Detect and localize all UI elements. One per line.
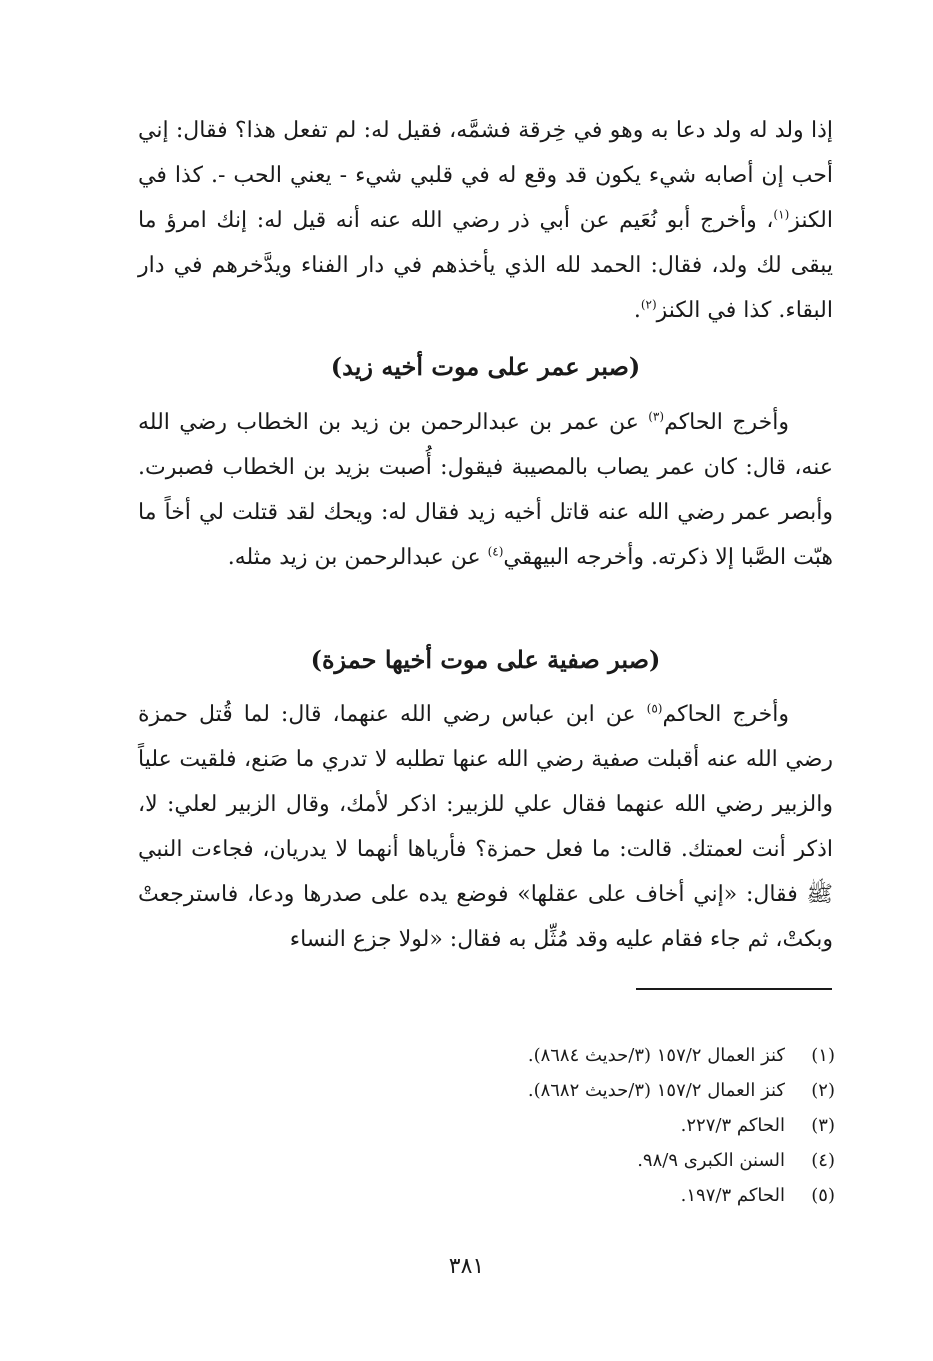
footnote-text: السنن الكبرى ٩٨/٩.	[637, 1150, 785, 1171]
footnote-text: كنز العمال ١٥٧/٢ (٣/حديث ٨٦٨٢).	[527, 1080, 785, 1101]
footnote-ref-5[interactable]: (٥)	[646, 701, 663, 716]
paragraph-1-text-a: إذا ولد له ولد دعا به وهو في خِرقة فشمَّه، فقيل له: لم تفعل هذا؟ فقال: إني أحب إن أصابه شيء يكون قد وقع له في قلبي شيء - يعني الحب -. كذا في الكنز	[138, 118, 833, 233]
section-heading-safiyya: (صبر صفية على موت أخيها حمزة)	[310, 645, 661, 674]
paragraph-2	[138, 400, 833, 580]
footnote-4	[528, 1143, 835, 1178]
footnote-number: (٣)	[811, 1115, 835, 1136]
footnote-1	[528, 1038, 835, 1073]
footnote-separator	[636, 988, 832, 990]
footnote-number: (١)	[811, 1045, 835, 1066]
footnote-ref-4[interactable]: (٤)	[487, 544, 504, 559]
paragraph-1-end: .	[633, 298, 641, 323]
footnote-text: الحاكم ٢٢٧/٣.	[680, 1115, 785, 1136]
footnote-text: كنز العمال ١٥٧/٢ (٣/حديث ٨٦٨٤).	[527, 1045, 785, 1066]
paragraph-2-text-a: وأخرج الحاكم	[664, 410, 789, 435]
paragraph-2-text-b: عن عمر بن عبدالرحمن بن زيد بن الخطاب رضي الله عنه، قال: كان عمر يصاب بالمصيبة فيقول: أُصبت بزيد بن الخطاب فصبرت. وأبصر عمر رضي الله عنه قاتل أخيه زيد فقال له: ويحك لقد قتلت لي أخاً ما هبّت الصَّبا إلا ذكرته. وأخرجه البيهقي	[138, 410, 834, 570]
footnote-number: (٢)	[811, 1080, 835, 1101]
paragraph-3	[138, 692, 833, 962]
footnotes-list	[528, 1038, 835, 1213]
footnote-ref-3[interactable]: (٣)	[648, 409, 665, 424]
page-number: ٣٨١	[448, 1254, 485, 1279]
footnote-text: الحاكم ١٩٧/٣.	[680, 1185, 785, 1206]
footnote-3	[528, 1108, 835, 1143]
paragraph-1	[138, 108, 833, 333]
paragraph-2-text-c: عن عبدالرحمن بن زيد مثله.	[227, 545, 488, 570]
paragraph-1-text-b: ، وأخرج أبو نُعَيم عن أبي ذر رضي الله عنه أنه قيل له: إنك امرؤ ما يبقى لك ولد، فقال: الحمد لله الذي يأخذهم في دار الفناء ويدَّخرهم في دار البقاء. كذا في الكنز	[138, 208, 833, 323]
footnote-2	[528, 1073, 835, 1108]
paragraph-3-text-a: وأخرج الحاكم	[662, 702, 789, 727]
paragraph-3-text-b: عن ابن عباس رضي الله عنهما، قال: لما قُتل حمزة رضي الله عنه أقبلت صفية رضي الله عنها تطلبه لا تدري ما صَنع، فلقيت علياً والزبير رضي الله عنهما فقال علي للزبير: اذكر لأمك، وقال الزبير لعلي: لا، اذكر أنت لعمتك. قالت: ما فعل حمزة؟ فأرياها أنهما لا يدريان، فجاءت النبي ﷺ فقال: «إني أخاف على عقلها» فوضع يده على صدرها ودعا، فاسترجعتْ وبكتْ، ثم جاء فقام عليه وقد مُثِّل به فقال: «لولا جزع النساء	[138, 702, 833, 952]
footnote-5	[528, 1178, 835, 1213]
footnote-ref-1[interactable]: (١)	[773, 207, 790, 222]
footnote-number: (٤)	[811, 1150, 835, 1171]
section-heading-umar: (صبر عمر على موت أخيه زيد)	[330, 352, 641, 381]
footnote-ref-2[interactable]: (٢)	[640, 297, 657, 312]
footnote-number: (٥)	[811, 1185, 835, 1206]
